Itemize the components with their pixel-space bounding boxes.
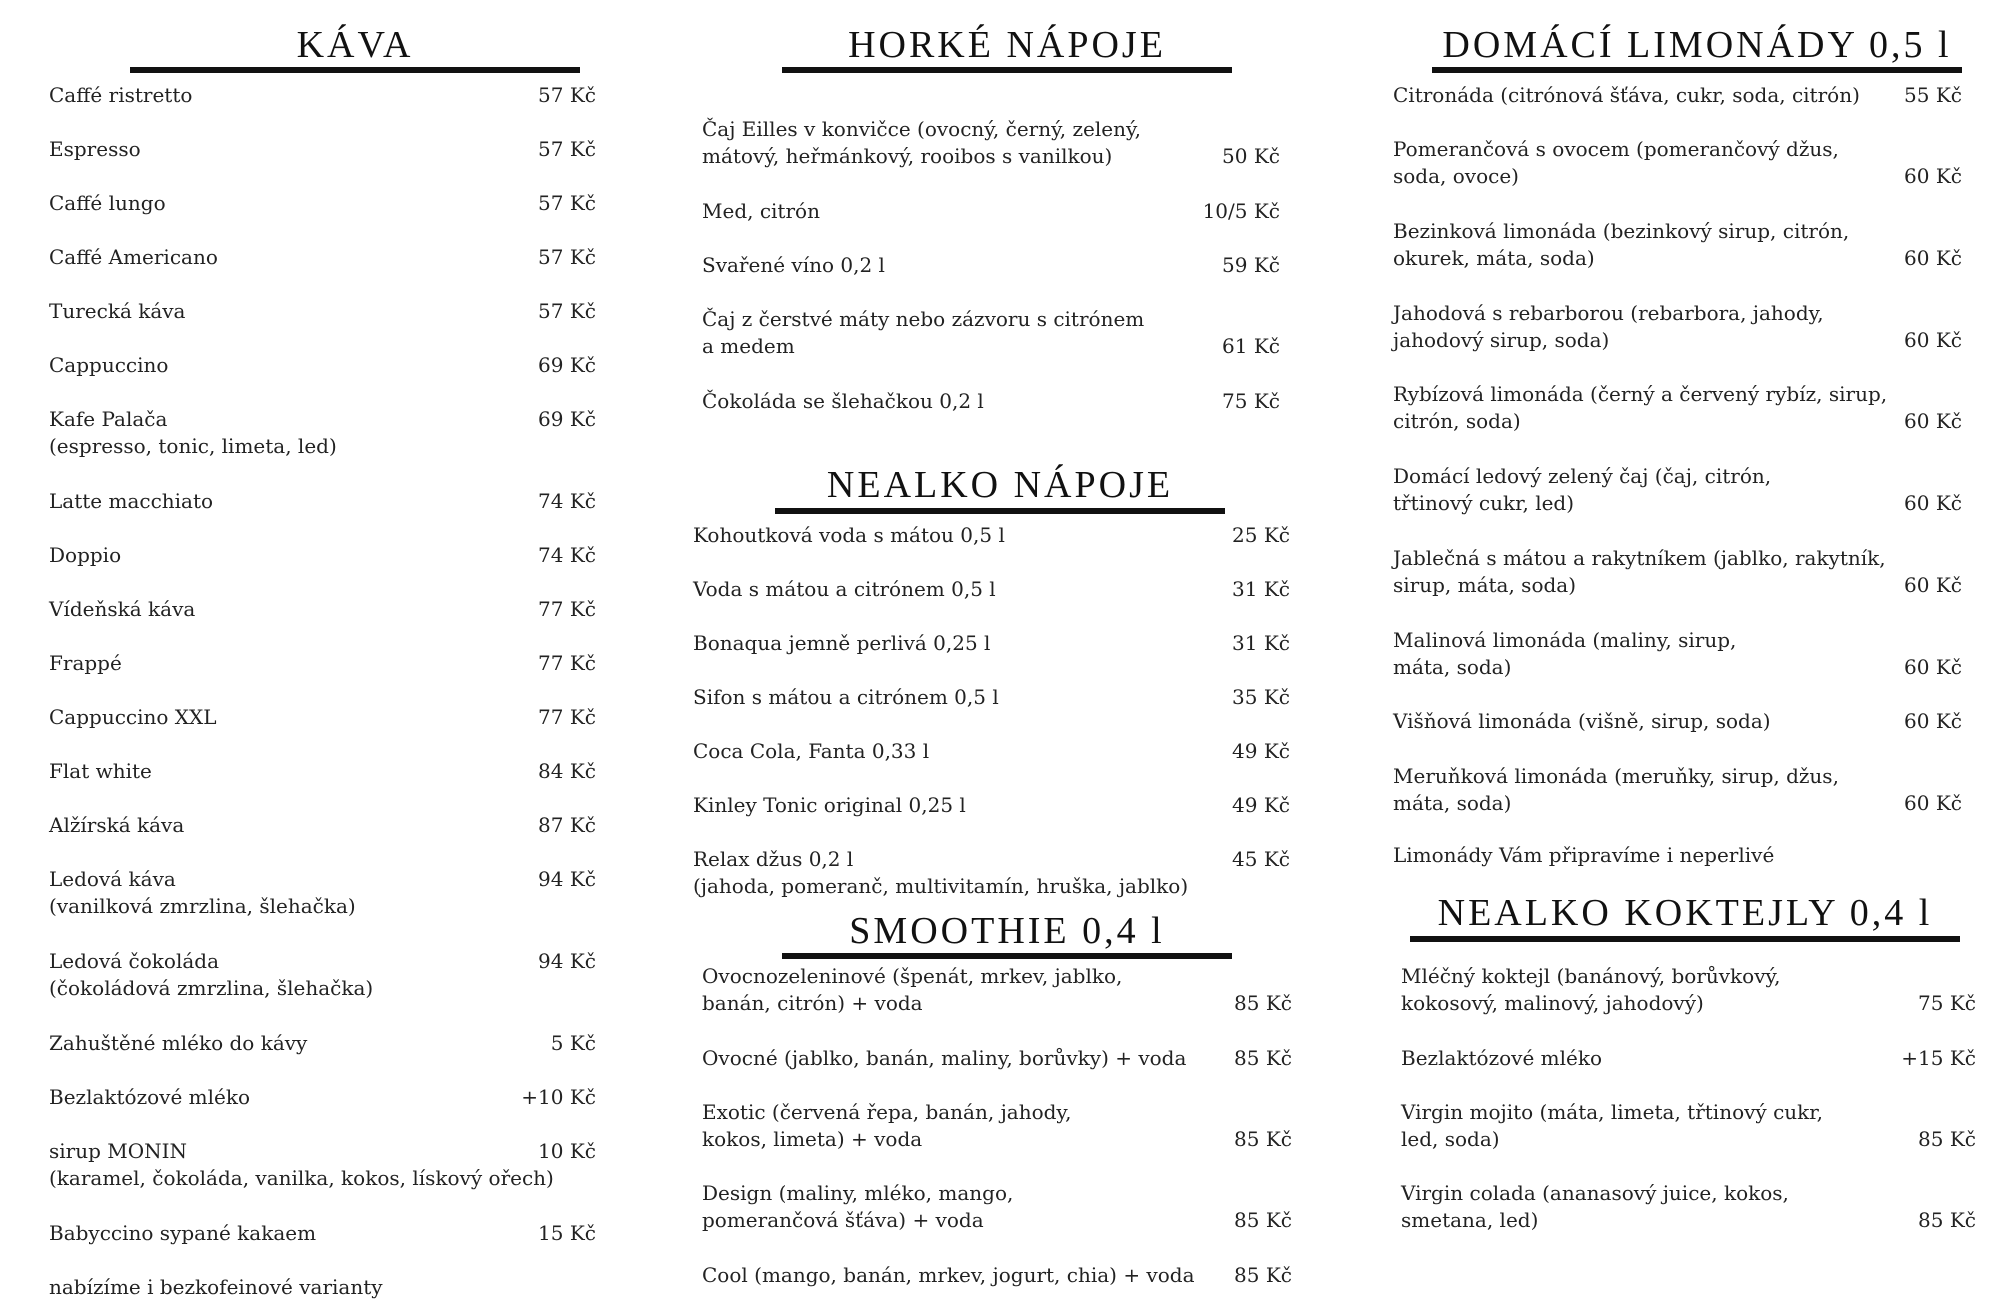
menu-item-description: (karamel, čokoláda, vanilka, kokos, lískový ořech): [49, 1166, 554, 1190]
menu-item-name: Mléčný koktejl (banánový, borůvkový,: [1401, 964, 1781, 988]
menu-item-name: Cappuccino XXL: [49, 705, 217, 729]
menu-item-price: 57 Kč: [538, 137, 596, 161]
menu-item-name: Caffé ristretto: [49, 83, 193, 107]
menu-item-price: 94 Kč: [538, 949, 596, 973]
menu-item-description: soda, ovoce): [1393, 164, 1519, 188]
section-note: Limonády Vám připravíme i neperlivé: [1393, 843, 1775, 867]
menu-item-price: 60 Kč: [1904, 409, 1962, 433]
section-title-limonady: DOMÁCÍ LIMONÁDY 0,5 l: [1442, 24, 1952, 66]
menu-item-price: 74 Kč: [538, 543, 596, 567]
menu-item-name: Med, citrón: [702, 199, 820, 223]
menu-item-description: sirup, máta, soda): [1393, 573, 1577, 597]
menu-item-name: Bezlaktózové mléko: [1401, 1046, 1603, 1070]
menu-item-name: Pomerančová s ovocem (pomerančový džus,: [1393, 137, 1839, 161]
menu-item-description: jahodový sirup, soda): [1393, 328, 1610, 352]
section-title-horke: HORKÉ NÁPOJE: [848, 24, 1166, 66]
menu-item-description: smetana, led): [1401, 1208, 1539, 1232]
menu-item-name: Caffé lungo: [49, 191, 166, 215]
menu-item-price: 85 Kč: [1918, 1127, 1976, 1151]
menu-item-price: 85 Kč: [1234, 991, 1292, 1015]
menu-item-name: Malinová limonáda (maliny, sirup,: [1393, 628, 1737, 652]
menu-item-description: kokosový, malinový, jahodový): [1401, 991, 1704, 1015]
menu-item-name: Latte macchiato: [49, 489, 214, 513]
menu-item-price: 75 Kč: [1918, 991, 1976, 1015]
menu-item-name: Kafe Palača: [49, 407, 168, 431]
menu-item-price: 60 Kč: [1904, 246, 1962, 270]
section-title-koktejly: NEALKO KOKTEJLY 0,4 l: [1437, 892, 1933, 934]
menu-item-name: Virgin colada (ananasový juice, kokos,: [1401, 1181, 1789, 1205]
menu-item-name: Sifon s mátou a citrónem 0,5 l: [693, 685, 999, 709]
menu-item-description: třtinový cukr, led): [1393, 491, 1575, 515]
menu-item-price: 57 Kč: [538, 83, 596, 107]
menu-item-price: 60 Kč: [1904, 709, 1962, 733]
menu-item-description: pomerančová šťáva) + voda: [702, 1208, 984, 1232]
section-title-nealko: NEALKO NÁPOJE: [826, 464, 1174, 506]
menu-item-price: 60 Kč: [1904, 655, 1962, 679]
menu-item-name: Ledová čokoláda: [49, 949, 219, 973]
menu-item-description: máta, soda): [1393, 655, 1512, 679]
menu-item-price: 45 Kč: [1232, 847, 1290, 871]
menu-item-description: citrón, soda): [1393, 409, 1521, 433]
section-title-smoothie: SMOOTHIE 0,4 l: [849, 910, 1165, 952]
section-divider: [1432, 67, 1962, 73]
menu-item-price: 25 Kč: [1232, 523, 1290, 547]
menu-item-description: máta, soda): [1393, 791, 1512, 815]
menu-item-price: 94 Kč: [538, 867, 596, 891]
menu-item-price: 84 Kč: [538, 759, 596, 783]
menu-item-price: 59 Kč: [1222, 253, 1280, 277]
menu-item-price: 55 Kč: [1904, 83, 1962, 107]
menu-item-price: 85 Kč: [1918, 1208, 1976, 1232]
menu-item-price: 57 Kč: [538, 245, 596, 269]
menu-item-price: 75 Kč: [1222, 389, 1280, 413]
menu-item-price: 10/5 Kč: [1202, 199, 1280, 223]
menu-item-name: Višňová limonáda (višně, sirup, soda): [1393, 709, 1771, 733]
menu-item-name: Jablečná s mátou a rakytníkem (jablko, rakytník,: [1393, 546, 1886, 570]
menu-item-name: Frappé: [49, 651, 122, 675]
menu-item-price: 60 Kč: [1904, 791, 1962, 815]
menu-item-description: kokos, limeta) + voda: [702, 1127, 923, 1151]
section-divider: [130, 67, 580, 73]
menu-item-price: 85 Kč: [1234, 1046, 1292, 1070]
menu-item-description: banán, citrón) + voda: [702, 991, 923, 1015]
menu-item-name: Voda s mátou a citrónem 0,5 l: [693, 577, 996, 601]
menu-item-price: 15 Kč: [538, 1221, 596, 1245]
menu-item-price: 5 Kč: [550, 1031, 596, 1055]
menu-item-price: 49 Kč: [1232, 739, 1290, 763]
menu-item-name: Bonaqua jemně perlivá 0,25 l: [693, 631, 991, 655]
menu-item-price: 60 Kč: [1904, 573, 1962, 597]
menu-item-name: Design (maliny, mléko, mango,: [702, 1181, 1014, 1205]
menu-item-name: Domácí ledový zelený čaj (čaj, citrón,: [1393, 464, 1772, 488]
menu-item-name: Espresso: [49, 137, 141, 161]
menu-item-name: Cappuccino: [49, 353, 169, 377]
menu-item-price: 60 Kč: [1904, 164, 1962, 188]
menu-item-name: Citronáda (citrónová šťáva, cukr, soda, citrón): [1393, 83, 1860, 107]
menu-item-name: Bezlaktózové mléko: [49, 1085, 251, 1109]
menu-item-price: 35 Kč: [1232, 685, 1290, 709]
menu-item-price: 50 Kč: [1222, 144, 1280, 168]
menu-item-name: Ovocné (jablko, banán, maliny, borůvky) + voda: [702, 1046, 1187, 1070]
section-title-kava: KÁVA: [296, 24, 414, 66]
menu-item-name: Rybízová limonáda (černý a červený rybíz, sirup,: [1393, 382, 1888, 406]
section-divider: [782, 953, 1232, 959]
menu-item-description: led, soda): [1401, 1127, 1500, 1151]
menu-item-price: 31 Kč: [1232, 577, 1290, 601]
menu-item-description: (čokoládová zmrzlina, šlehačka): [49, 976, 374, 1000]
menu-item-description: a medem: [702, 334, 795, 358]
menu-item-price: 69 Kč: [538, 407, 596, 431]
menu-item-price: 57 Kč: [538, 299, 596, 323]
menu-item-price: 77 Kč: [538, 705, 596, 729]
menu-item-description: (vanilková zmrzlina, šlehačka): [49, 894, 356, 918]
menu-item-name: Meruňková limonáda (meruňky, sirup, džus,: [1393, 764, 1839, 788]
menu-item-name: Čaj Eilles v konvičce (ovocný, černý, zelený,: [702, 117, 1141, 141]
menu-item-name: Ledová káva: [49, 867, 176, 891]
menu-item-price: 77 Kč: [538, 651, 596, 675]
menu-item-price: +10 Kč: [521, 1085, 596, 1109]
menu-item-price: 31 Kč: [1232, 631, 1290, 655]
menu-item-name: Cool (mango, banán, mrkev, jogurt, chia) + voda: [702, 1263, 1195, 1287]
menu-item-name: Virgin mojito (máta, limeta, třtinový cukr,: [1401, 1100, 1823, 1124]
menu-item-name: Caffé Americano: [49, 245, 218, 269]
menu-item-name: Kinley Tonic original 0,25 l: [693, 793, 966, 817]
section-divider: [782, 67, 1232, 73]
menu-item-name: Čaj z čerstvé máty nebo zázvoru s citrónem: [702, 307, 1145, 331]
section-divider: [775, 508, 1225, 514]
menu-item-price: 60 Kč: [1904, 491, 1962, 515]
menu-item-price: 85 Kč: [1234, 1208, 1292, 1232]
menu-item-name: Exotic (červená řepa, banán, jahody,: [702, 1100, 1072, 1124]
menu-item-name: Doppio: [49, 543, 122, 567]
menu-item-name: Turecká káva: [49, 299, 186, 323]
menu-item-price: 57 Kč: [538, 191, 596, 215]
menu-item-price: 10 Kč: [538, 1139, 596, 1163]
menu-item-name: Vídeňská káva: [49, 597, 196, 621]
menu-item-price: 69 Kč: [538, 353, 596, 377]
menu-item-price: 87 Kč: [538, 813, 596, 837]
menu-item-description: (espresso, tonic, limeta, led): [49, 434, 337, 458]
menu-item-price: 77 Kč: [538, 597, 596, 621]
menu-item-price: 61 Kč: [1222, 334, 1280, 358]
menu-item-name: Čokoláda se šlehačkou 0,2 l: [702, 389, 984, 413]
menu-item-description: mátový, heřmánkový, rooibos s vanilkou): [702, 144, 1113, 168]
section-note: nabízíme i bezkofeinové varianty: [49, 1275, 383, 1299]
section-divider: [1410, 936, 1960, 942]
menu-item-name: Flat white: [49, 759, 152, 783]
menu-item-name: Bezinková limonáda (bezinkový sirup, citrón,: [1393, 219, 1850, 243]
menu-item-name: Alžírská káva: [49, 813, 185, 837]
menu-item-description: (jahoda, pomeranč, multivitamín, hruška, jablko): [693, 874, 1189, 898]
menu-item-name: sirup MONIN: [49, 1139, 188, 1163]
menu-item-name: Svařené víno 0,2 l: [702, 253, 885, 277]
menu-item-name: Relax džus 0,2 l: [693, 847, 854, 871]
menu-item-price: 85 Kč: [1234, 1127, 1292, 1151]
menu-item-name: Babyccino sypané kakaem: [49, 1221, 317, 1245]
menu-item-price: +15 Kč: [1901, 1046, 1976, 1070]
menu-item-name: Coca Cola, Fanta 0,33 l: [693, 739, 930, 763]
menu-item-name: Kohoutková voda s mátou 0,5 l: [693, 523, 1005, 547]
menu-item-price: 49 Kč: [1232, 793, 1290, 817]
menu-item-price: 74 Kč: [538, 489, 596, 513]
menu-item-name: Jahodová s rebarborou (rebarbora, jahody,: [1393, 301, 1824, 325]
menu-item-price: 85 Kč: [1234, 1263, 1292, 1287]
menu-item-description: okurek, máta, soda): [1393, 246, 1595, 270]
menu-item-price: 60 Kč: [1904, 328, 1962, 352]
menu-item-name: Ovocnozeleninové (špenát, mrkev, jablko,: [702, 964, 1123, 988]
menu-item-name: Zahuštěné mléko do kávy: [49, 1031, 308, 1055]
